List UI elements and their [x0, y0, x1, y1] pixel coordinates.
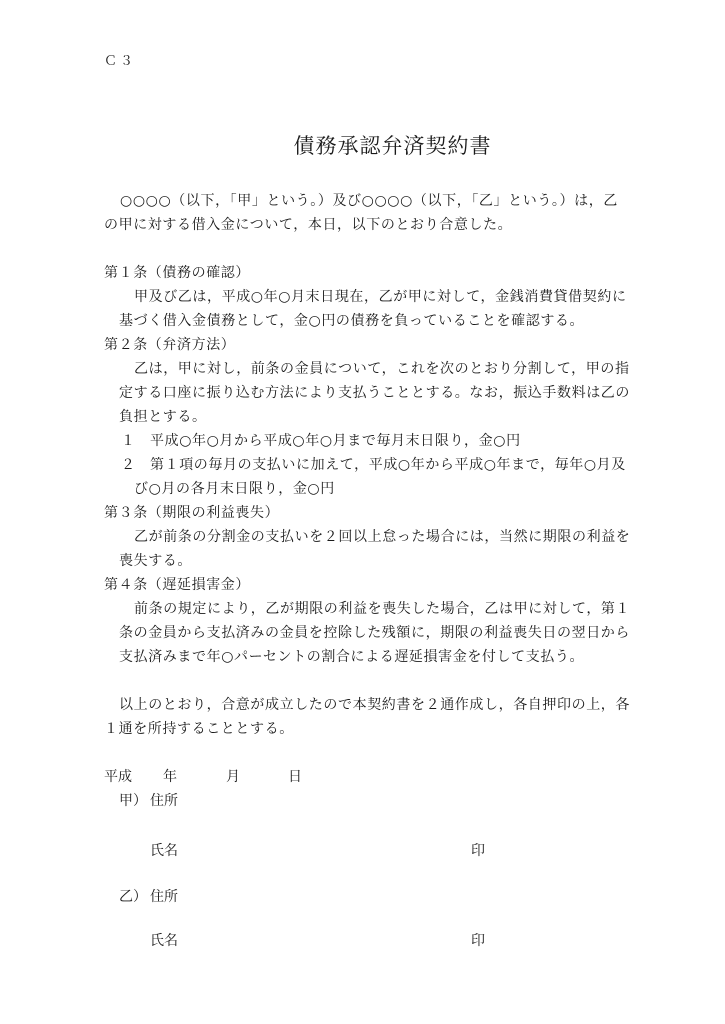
article-2-item-number: ２ — [121, 457, 136, 473]
date-day-label: 日 — [288, 769, 302, 785]
article-1-line: 甲及び乙は，平成○年○月末日現在，乙が甲に対して，金銭消費貸借契約に — [134, 289, 627, 305]
party-a-name-label: 氏名 — [150, 843, 178, 859]
party-a-seal: 印 — [471, 843, 485, 859]
article-2-item-line: び○月の各月末日限り，金○円 — [134, 481, 335, 497]
article-2-item-line: 平成○年○月から平成○年○月まで毎月末日限り，金○円 — [150, 433, 521, 449]
article-2-item-line: 第１項の毎月の支払いに加えて，平成○年から平成○年まで，毎年○月及 — [150, 457, 626, 473]
closing-line: １通を所持することとする。 — [104, 721, 294, 737]
article-1-heading: 第１条（債務の確認） — [104, 265, 250, 281]
article-4-line: 支払済みまで年○パーセントの割合による遅延損害金を付して支払う。 — [119, 649, 585, 665]
party-a-label: 甲） — [119, 793, 147, 809]
article-2-heading: 第２条（弁済方法） — [104, 337, 236, 353]
party-a-address-label: 住所 — [150, 793, 178, 809]
article-2-line: 負担とする。 — [119, 409, 207, 425]
article-4-heading: 第４条（遅延損害金） — [104, 577, 250, 593]
closing-line: 以上のとおり，合意が成立したので本契約書を２通作成し，各自押印の上，各 — [119, 697, 630, 713]
party-b-name-label: 氏名 — [150, 933, 178, 949]
document-title: 債務承認弁済契約書 — [293, 134, 492, 158]
party-b-seal: 印 — [471, 933, 485, 949]
article-3-line: 乙が前条の分割金の支払いを２回以上怠った場合には，当然に期限の利益を — [134, 529, 631, 545]
document-code: Ｃ３ — [104, 54, 137, 69]
article-3-line: 喪失する。 — [119, 553, 192, 569]
article-1-line: 基づく借入金債務として，金○円の債務を負っていることを確認する。 — [119, 313, 585, 329]
article-3-heading: 第３条（期限の利益喪失） — [104, 505, 280, 521]
date-month-label: 月 — [226, 769, 240, 785]
party-b-address-label: 住所 — [150, 889, 178, 905]
article-4-line: 前条の規定により，乙が期限の利益を喪失した場合，乙は甲に対して，第１ — [134, 601, 631, 617]
date-era: 平成 — [104, 769, 132, 785]
article-2-line: 定する口座に振り込む方法により支払うこととする。なお，振込手数料は乙の — [119, 385, 630, 401]
preamble-line: の甲に対する借入金について，本日，以下のとおり合意した。 — [104, 217, 513, 233]
date-year-label: 年 — [163, 769, 177, 785]
article-2-item-number: １ — [121, 433, 136, 449]
article-2-line: 乙は，甲に対し，前条の金員について，これを次のとおり分割して，甲の指 — [134, 361, 630, 377]
article-4-line: 条の金員から支払済みの金員を控除した残額に，期限の利益喪失日の翌日から — [119, 625, 630, 641]
preamble-line: ○○○○（以下，「甲」という。）及び○○○○（以下，「乙」という。）は，乙 — [120, 193, 618, 209]
party-b-label: 乙） — [119, 889, 147, 905]
